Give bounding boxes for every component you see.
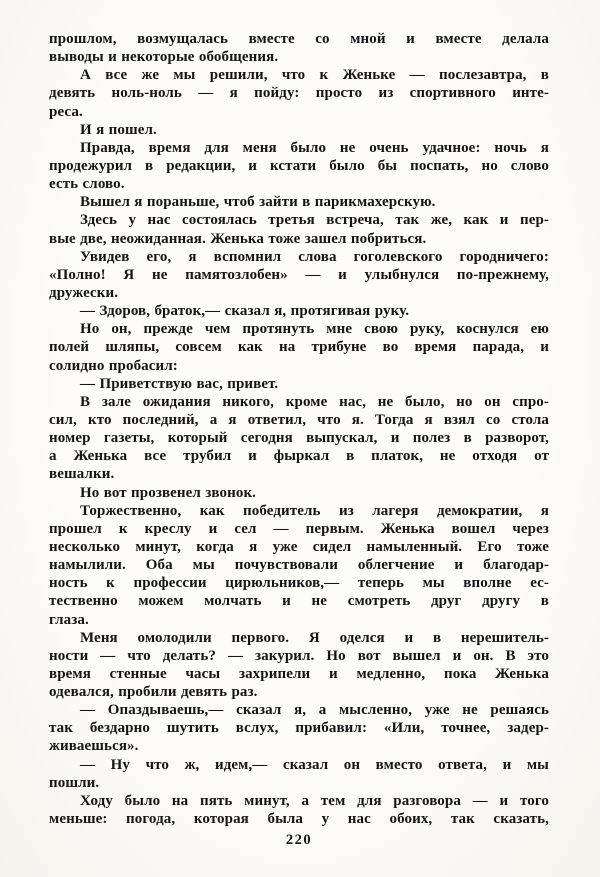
text-line: Но вот прозвенел звонок. (80, 484, 257, 501)
text-line: — Опаздываешь,— сказал я, а мысленно, уже не решаясь (80, 702, 549, 719)
text-line: — Ну что ж, идем,— сказал он вместо ответа, и мы (80, 756, 549, 773)
text-line: а Женька все трубил и фыркал в платок, не отходя от (49, 448, 549, 465)
text-line: есть слово. (49, 176, 125, 193)
text-line: глаза. (49, 611, 89, 628)
text-line: Торжественно, как победитель из лагеря демократии, я (80, 502, 549, 519)
page-text (49, 30, 549, 828)
text-line: И я пошел. (80, 121, 157, 138)
text-line: вые две, неожиданная. Женька тоже зашел побриться. (49, 230, 427, 247)
text-line: пошли. (49, 774, 100, 791)
text-line: Здесь у нас состоялась третья встреча, так же, как и пер- (80, 212, 549, 229)
text-line: меньше: погода, которая была у нас обоих, так сказать, (49, 811, 549, 828)
text-line: номер газеты, который сегодня выпускал, и полез в разворот, (49, 430, 549, 447)
text-line: солидно пробасил: (49, 357, 178, 374)
text-line: Правда, время для меня было не очень удачное: ночь я (80, 139, 549, 156)
text-line: тественно можем молчать и не смотреть друг другу в (49, 593, 549, 610)
text-line: одевался, пробили девять раз. (49, 684, 258, 701)
text-line: ность к профессии цирюльников,— теперь мы вполне ес- (49, 575, 549, 592)
text-line: В зале ожидания никого, кроме нас, не было, но он спро- (80, 393, 549, 410)
text-line: Увидев его, я вспомнил слова гоголевского городничего: (80, 248, 549, 265)
text-line: ности — что делать? — закурил. Но вот вышел и он. В это (49, 647, 549, 664)
text-line: Вышел я пораньше, чтоб зайти в парикмахерскую. (80, 194, 436, 211)
text-line: Но он, прежде чем протянуть мне свою руку, коснулся ею (80, 321, 549, 338)
text-line: продежурил в редакции, и кстати было бы поспать, но слово (49, 157, 549, 174)
text-line: «Полно! Я не памятозлобен» — и улыбнулся по-прежнему, (49, 266, 549, 283)
text-line: так бездарно шутить вслух, прибавил: «Или, точнее, задер- (49, 720, 549, 737)
text-line: А все же мы решили, что к Женьке — послезавтра, в (80, 67, 549, 84)
text-line: девять ноль-ноль — я пойду: просто из спортивного инте- (49, 85, 549, 102)
text-line: вешалки. (49, 466, 115, 483)
page-number: 220 (285, 832, 313, 848)
text-line: реса. (49, 103, 83, 120)
text-line: выводы и некоторые обобщения. (49, 49, 279, 66)
text-line: — Здоров, браток,— сказал я, протягивая руку. (80, 303, 410, 320)
text-line: — Приветствую вас, привет. (80, 375, 279, 392)
text-line: Ходу было на пять минут, а тем для разговора — и того (80, 792, 549, 809)
text-line: Меня омолодили первого. Я оделся и в нерешитель- (80, 629, 549, 646)
text-line: прошлом, возмущалась вместе со мной и вместе делала (49, 31, 549, 47)
text-line: время стенные часы захрипели и медленно, пока Женька (49, 665, 549, 682)
text-line: полей шляпы, совсем как на трибуне во время парада, и (49, 339, 549, 356)
text-line: намылили. Оба мы почувствовали облегчение и благодар- (49, 557, 549, 574)
text-line: живаешься». (49, 738, 139, 755)
text-line: прошел к креслу и сел — первым. Женька вошел через (49, 520, 549, 537)
text-line: сил, кто последний, а я ответил, что я. Тогда я взял со стола (49, 411, 549, 428)
text-line: несколько минут, когда я уже сидел намыленный. Его тоже (49, 538, 549, 555)
text-line: дружески. (49, 284, 119, 301)
